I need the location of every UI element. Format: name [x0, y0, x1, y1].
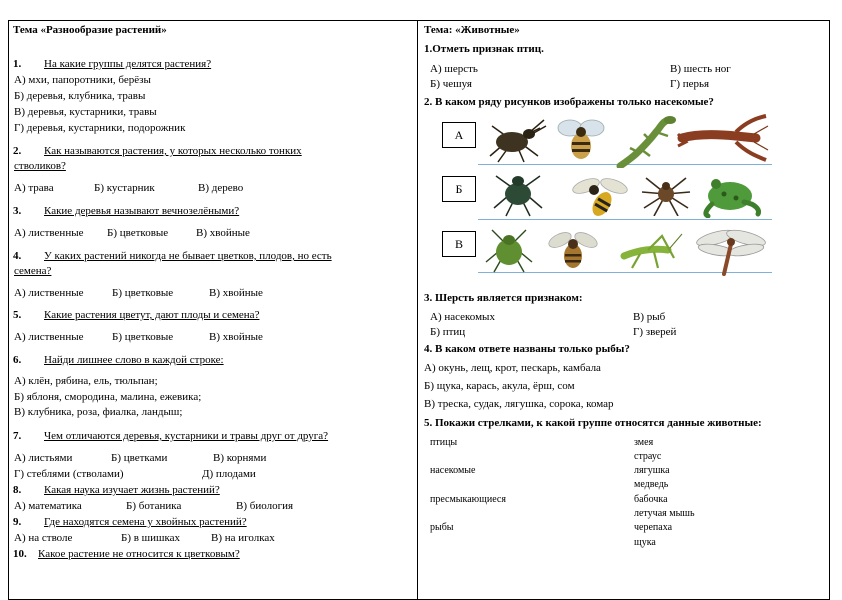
shield-bug-picture [484, 226, 534, 274]
q9-option-b: Б) в шишках [121, 532, 181, 544]
q5-option-b: Б) цветковые [112, 331, 174, 343]
q10-number: 10. [13, 548, 27, 560]
left-title: Тема «Разнообразие растений» [13, 24, 167, 36]
q8-option-a: А) математика [14, 500, 82, 512]
r-q1-option-d: Г) перья [670, 78, 710, 90]
animal-item[interactable]: бабочка [634, 494, 668, 505]
q6-option-b: Б) яблоня, смородина, малина, ежевика; [14, 391, 202, 403]
q2-text-line1: Как называются растения, у которых несколько тонких [44, 145, 302, 157]
q5-number: 5. [13, 309, 22, 321]
row-b-label[interactable]: Б [442, 176, 476, 202]
q4-option-a: А) лиственные [14, 287, 84, 299]
animal-item[interactable]: летучая мышь [634, 508, 695, 519]
q10-text: Какое растение не относится к цветковым? [38, 548, 240, 560]
column-divider [417, 20, 418, 600]
r-q1-option-b: Б) чешуя [430, 78, 472, 90]
q1-text: На какие группы делятся растения? [44, 58, 212, 70]
group-fish[interactable]: рыбы [430, 522, 454, 533]
q1-option-b: Б) деревья, клубника, травы [14, 90, 146, 102]
animal-item[interactable]: змея [634, 437, 654, 448]
q5-option-c: В) хвойные [209, 331, 263, 343]
q9-number: 9. [13, 516, 22, 528]
q6-option-a: А) клён, рябина, ель, тюльпан; [14, 375, 158, 387]
r-q4-option-a: А) окунь, лещ, крот, пескарь, камбала [424, 362, 601, 374]
q7-option-b: Б) цветками [111, 452, 168, 464]
r-q5-text: 5. Покажи стрелками, к какой группе относятся данные животные: [424, 417, 762, 429]
row-c-label[interactable]: В [442, 231, 476, 257]
ground-beetle-picture [488, 168, 548, 218]
lizard-picture [616, 112, 678, 168]
q2-option-a: А) трава [14, 182, 54, 194]
q4-text-line1: У каких растений никогда не бывает цветков, плодов, но есть [44, 250, 332, 262]
dragonfly-picture [694, 222, 768, 276]
r-q4-option-b: Б) щука, карась, акула, ёрш, сом [424, 380, 575, 392]
q2-number: 2. [13, 145, 22, 157]
q4-option-c: В) хвойные [209, 287, 263, 299]
q3-text: Какие деревья называют вечнозелёными? [44, 205, 240, 217]
q1-option-c: В) деревья, кустарники, травы [14, 106, 157, 118]
q4-text-line2: семена? [14, 265, 52, 277]
q7-option-a: А) листьями [14, 452, 73, 464]
beetle-picture [484, 114, 548, 164]
group-insects[interactable]: насекомые [430, 465, 476, 476]
r-q1-option-a: А) шерсть [430, 63, 478, 75]
q9-option-c: В) на иголках [211, 532, 275, 544]
q3-number: 3. [13, 205, 22, 217]
r-q1-text: 1.Отметь признак птиц. [424, 43, 544, 55]
q9-option-a: А) на стволе [14, 532, 73, 544]
wasp-picture [570, 168, 630, 220]
q4-option-b: Б) цветковые [112, 287, 174, 299]
animal-item[interactable]: медведь [634, 479, 669, 490]
animal-item[interactable]: лягушка [634, 465, 670, 476]
r-q3-text: 3. Шерсть является признаком: [424, 292, 583, 304]
q8-text: Какая наука изучает жизнь растений? [44, 484, 220, 496]
fly-picture [546, 226, 600, 274]
q2-option-b: Б) кустарник [94, 182, 155, 194]
right-title: Тема: «Животные» [424, 24, 520, 36]
q7-number: 7. [13, 430, 22, 442]
r-q3-option-c: В) рыб [633, 311, 666, 323]
q6-option-c: В) клубника, роза, фиалка, ландыш; [14, 406, 183, 418]
q8-option-c: В) биология [236, 500, 294, 512]
q5-option-a: А) лиственные [14, 331, 84, 343]
spider-picture [640, 172, 692, 216]
q1-option-a: А) мхи, папоротники, берёзы [14, 74, 151, 86]
q8-number: 8. [13, 484, 22, 496]
q7-option-c: В) корнями [213, 452, 267, 464]
r-q4-text: 4. В каком ответе названы только рыбы? [424, 343, 630, 355]
q1-number: 1. [13, 58, 22, 70]
r-q2-text: 2. В каком ряду рисунков изображены только насекомые? [424, 96, 714, 108]
animal-item[interactable]: страус [634, 451, 662, 462]
q2-text-line2: стволиков? [14, 160, 66, 172]
r-q4-option-c: В) треска, судак, лягушка, сорока, комар [424, 398, 614, 410]
q4-number: 4. [13, 250, 22, 262]
q6-number: 6. [13, 354, 22, 366]
q7-option-e: Д) плодами [202, 468, 256, 480]
q3-option-c: В) хвойные [196, 227, 250, 239]
grasshopper-picture [618, 228, 684, 272]
q7-text: Чем отличаются деревья, кустарники и травы друг от друга? [44, 430, 329, 442]
group-birds[interactable]: птицы [430, 437, 458, 448]
row-a-label[interactable]: А [442, 122, 476, 148]
r-q3-option-b: Б) птиц [430, 326, 466, 338]
q6-text: Найди лишнее слово в каждой строке: [44, 354, 224, 366]
q2-option-c: В) дерево [198, 182, 244, 194]
animal-item[interactable]: щука [634, 537, 656, 548]
q8-option-b: Б) ботаника [126, 500, 182, 512]
q3-option-b: Б) цветковые [107, 227, 169, 239]
q7-option-d: Г) стеблями (стволами) [14, 468, 124, 480]
q9-text: Где находятся семена у хвойных растений? [44, 516, 247, 528]
group-reptiles[interactable]: пресмыкающиеся [430, 494, 506, 505]
r-q3-option-d: Г) зверей [633, 326, 677, 338]
q3-option-a: А) лиственные [14, 227, 84, 239]
animal-item[interactable]: черепаха [634, 522, 673, 533]
r-q3-option-a: А) насекомых [430, 311, 495, 323]
r-q1-option-c: В) шесть ног [670, 63, 731, 75]
crayfish-picture [676, 112, 770, 164]
frog-picture [700, 170, 762, 218]
bee-picture [556, 114, 606, 164]
q1-option-d: Г) деревья, кустарники, подорожник [14, 122, 186, 134]
q5-text: Какие растения цветут, дают плоды и семена? [44, 309, 260, 321]
